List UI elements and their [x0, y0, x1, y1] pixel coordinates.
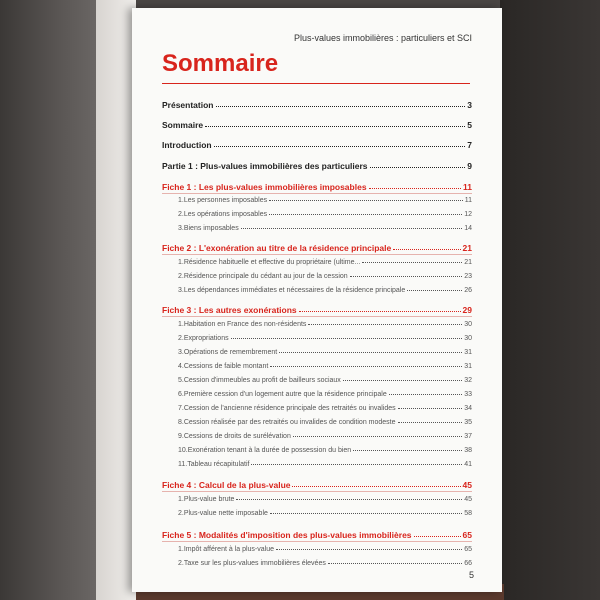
dot-leader — [270, 513, 462, 514]
toc-subentry[interactable] — [162, 197, 472, 204]
toc-fiche-2[interactable] — [162, 243, 472, 253]
toc-entry-sommaire[interactable] — [162, 120, 472, 130]
dot-leader — [328, 563, 462, 564]
toc-fiche-4[interactable] — [162, 480, 472, 490]
page-number: 5 — [468, 570, 474, 580]
toc-page: 14 — [464, 225, 472, 232]
toc-page: 65 — [462, 530, 472, 540]
toc-fiche-3[interactable] — [162, 305, 472, 315]
dot-leader — [292, 486, 460, 487]
toc-page: 31 — [464, 363, 472, 370]
toc-subentry[interactable] — [162, 211, 472, 218]
toc-page: 30 — [464, 321, 472, 328]
toc-subentry[interactable] — [162, 546, 472, 553]
toc-page: 3 — [467, 100, 472, 110]
toc-subentry[interactable] — [162, 273, 472, 280]
toc-label: 2.Expropriations — [178, 335, 229, 342]
dot-leader — [251, 464, 462, 465]
dot-leader — [205, 126, 465, 127]
toc-page: 9 — [467, 161, 472, 171]
toc-page: 30 — [464, 335, 472, 342]
title-underline — [162, 83, 470, 84]
toc-subentry[interactable] — [162, 433, 472, 440]
background-right — [500, 0, 600, 600]
toc-page: 21 — [462, 243, 472, 253]
toc-label: 11.Tableau récapitulatif — [178, 461, 250, 468]
fiche-divider — [162, 541, 472, 542]
dot-leader — [231, 338, 463, 339]
toc-page: 12 — [464, 211, 472, 218]
toc-subentry[interactable] — [162, 377, 472, 384]
toc-label: 1.Les personnes imposables — [178, 197, 268, 204]
toc-subentry[interactable] — [162, 496, 472, 503]
toc-fiche-1[interactable] — [162, 182, 472, 192]
fiche-divider — [162, 316, 472, 317]
page-curl-edge — [96, 0, 136, 600]
dot-leader — [269, 214, 462, 215]
toc-subentry[interactable] — [162, 510, 472, 517]
toc-label: 5.Cession d'immeubles au profit de bailleurs sociaux — [178, 377, 341, 384]
fiche-divider — [162, 491, 472, 492]
toc-label: Fiche 1 : Les plus-values immobilières imposables — [162, 182, 367, 192]
toc-subentry[interactable] — [162, 447, 472, 454]
page-title: Sommaire — [162, 50, 279, 77]
toc-subentry[interactable] — [162, 405, 472, 412]
toc-page: 7 — [467, 140, 472, 150]
toc-label: 9.Cessions de droits de surélévation — [178, 433, 291, 440]
dot-leader — [293, 436, 462, 437]
toc-subentry[interactable] — [162, 287, 472, 294]
toc-page: 66 — [464, 560, 472, 567]
toc-page: 31 — [464, 349, 472, 356]
toc-subentry[interactable] — [162, 335, 472, 342]
toc-label: 7.Cession de l'ancienne résidence principale des retraités ou invalides — [178, 405, 396, 412]
toc-page: 23 — [464, 273, 472, 280]
background-left — [0, 0, 100, 600]
dot-leader — [308, 324, 462, 325]
toc-page: 26 — [464, 287, 472, 294]
dot-leader — [216, 106, 466, 107]
toc-page: 33 — [464, 391, 472, 398]
toc-subentry[interactable] — [162, 560, 472, 567]
dot-leader — [362, 262, 462, 263]
running-header: Plus-values immobilières : particuliers et SCI — [293, 33, 472, 43]
toc-page: 45 — [462, 480, 472, 490]
toc-label: Partie 1 : Plus-values immobilières des particuliers — [162, 161, 368, 171]
toc-page: 11 — [463, 182, 472, 192]
fiche-divider — [162, 193, 472, 194]
toc-subentry[interactable] — [162, 391, 472, 398]
dot-leader — [350, 276, 463, 277]
dot-leader — [370, 167, 466, 168]
dot-leader — [393, 249, 460, 250]
toc-label: 4.Cessions de faible montant — [178, 363, 269, 370]
toc-page: 29 — [462, 305, 472, 315]
dot-leader — [279, 352, 462, 353]
toc-fiche-5[interactable] — [162, 530, 472, 540]
fiche-divider — [162, 254, 472, 255]
toc-label: Fiche 5 : Modalités d'imposition des plus-values immobilières — [162, 530, 412, 540]
dot-leader — [398, 408, 463, 409]
dot-leader — [236, 499, 462, 500]
toc-entry-presentation[interactable] — [162, 100, 472, 110]
book-page — [132, 8, 502, 592]
toc-page: 41 — [464, 461, 472, 468]
toc-label: 2.Taxe sur les plus-values immobilières élevées — [178, 560, 326, 567]
toc-label: 2.Résidence principale du cédant au jour de la cession — [178, 273, 348, 280]
toc-label: 1.Impôt afférent à la plus-value — [178, 546, 274, 553]
toc-label: 8.Cession réalisée par des retraités ou invalides de condition modeste — [178, 419, 396, 426]
dot-leader — [369, 188, 461, 189]
toc-page: 32 — [464, 377, 472, 384]
dot-leader — [353, 450, 462, 451]
toc-page: 11 — [464, 197, 472, 204]
dot-leader — [389, 394, 462, 395]
toc-label: 2.Les opérations imposables — [178, 211, 268, 218]
toc-label: 1.Habitation en France des non-résidents — [178, 321, 307, 328]
toc-label: Présentation — [162, 100, 214, 110]
toc-subentry[interactable] — [162, 349, 472, 356]
toc-page: 37 — [464, 433, 472, 440]
toc-page: 65 — [464, 546, 472, 553]
toc-label: Fiche 4 : Calcul de la plus-value — [162, 480, 291, 490]
dot-leader — [269, 200, 463, 201]
toc-label: 6.Première cession d'un logement autre que la résidence principale — [178, 391, 387, 398]
dot-leader — [276, 549, 462, 550]
toc-subentry[interactable] — [162, 363, 472, 370]
toc-page: 35 — [464, 419, 472, 426]
toc-subentry[interactable] — [162, 321, 472, 328]
toc-subentry[interactable] — [162, 419, 472, 426]
dot-leader — [299, 311, 461, 312]
dot-leader — [270, 366, 462, 367]
toc-label: 3.Opérations de remembrement — [178, 349, 278, 356]
toc-subentry[interactable] — [162, 259, 472, 266]
toc-label: Sommaire — [162, 120, 204, 130]
dot-leader — [414, 536, 461, 537]
dot-leader — [241, 228, 463, 229]
toc-label: Fiche 3 : Les autres exonérations — [162, 305, 297, 315]
dot-leader — [398, 422, 463, 423]
toc-label: 3.Les dépendances immédiates et nécessaires de la résidence principale — [178, 287, 406, 294]
toc-page: 38 — [464, 447, 472, 454]
toc-label: 3.Biens imposables — [178, 225, 239, 232]
dot-leader — [214, 146, 466, 147]
toc-label: 1.Résidence habituelle et effective du propriétaire (ultime... — [178, 259, 361, 266]
toc-page: 21 — [464, 259, 472, 266]
dot-leader — [343, 380, 462, 381]
toc-label: Introduction — [162, 140, 212, 150]
toc-label: 2.Plus-value nette imposable — [178, 510, 268, 517]
toc-subentry[interactable] — [162, 225, 472, 232]
toc-label: 10.Exonération tenant à la durée de possession du bien — [178, 447, 352, 454]
toc-entry-introduction[interactable] — [162, 140, 472, 150]
toc-label: 1.Plus-value brute — [178, 496, 235, 503]
dot-leader — [407, 290, 462, 291]
toc-page: 5 — [467, 120, 472, 130]
toc-page: 45 — [464, 496, 472, 503]
toc-page: 34 — [464, 405, 472, 412]
toc-entry-partie-1[interactable] — [162, 161, 472, 171]
toc-label: Fiche 2 : L'exonération au titre de la résidence principale — [162, 243, 392, 253]
toc-subentry[interactable] — [162, 461, 472, 468]
toc-page: 58 — [464, 510, 472, 517]
